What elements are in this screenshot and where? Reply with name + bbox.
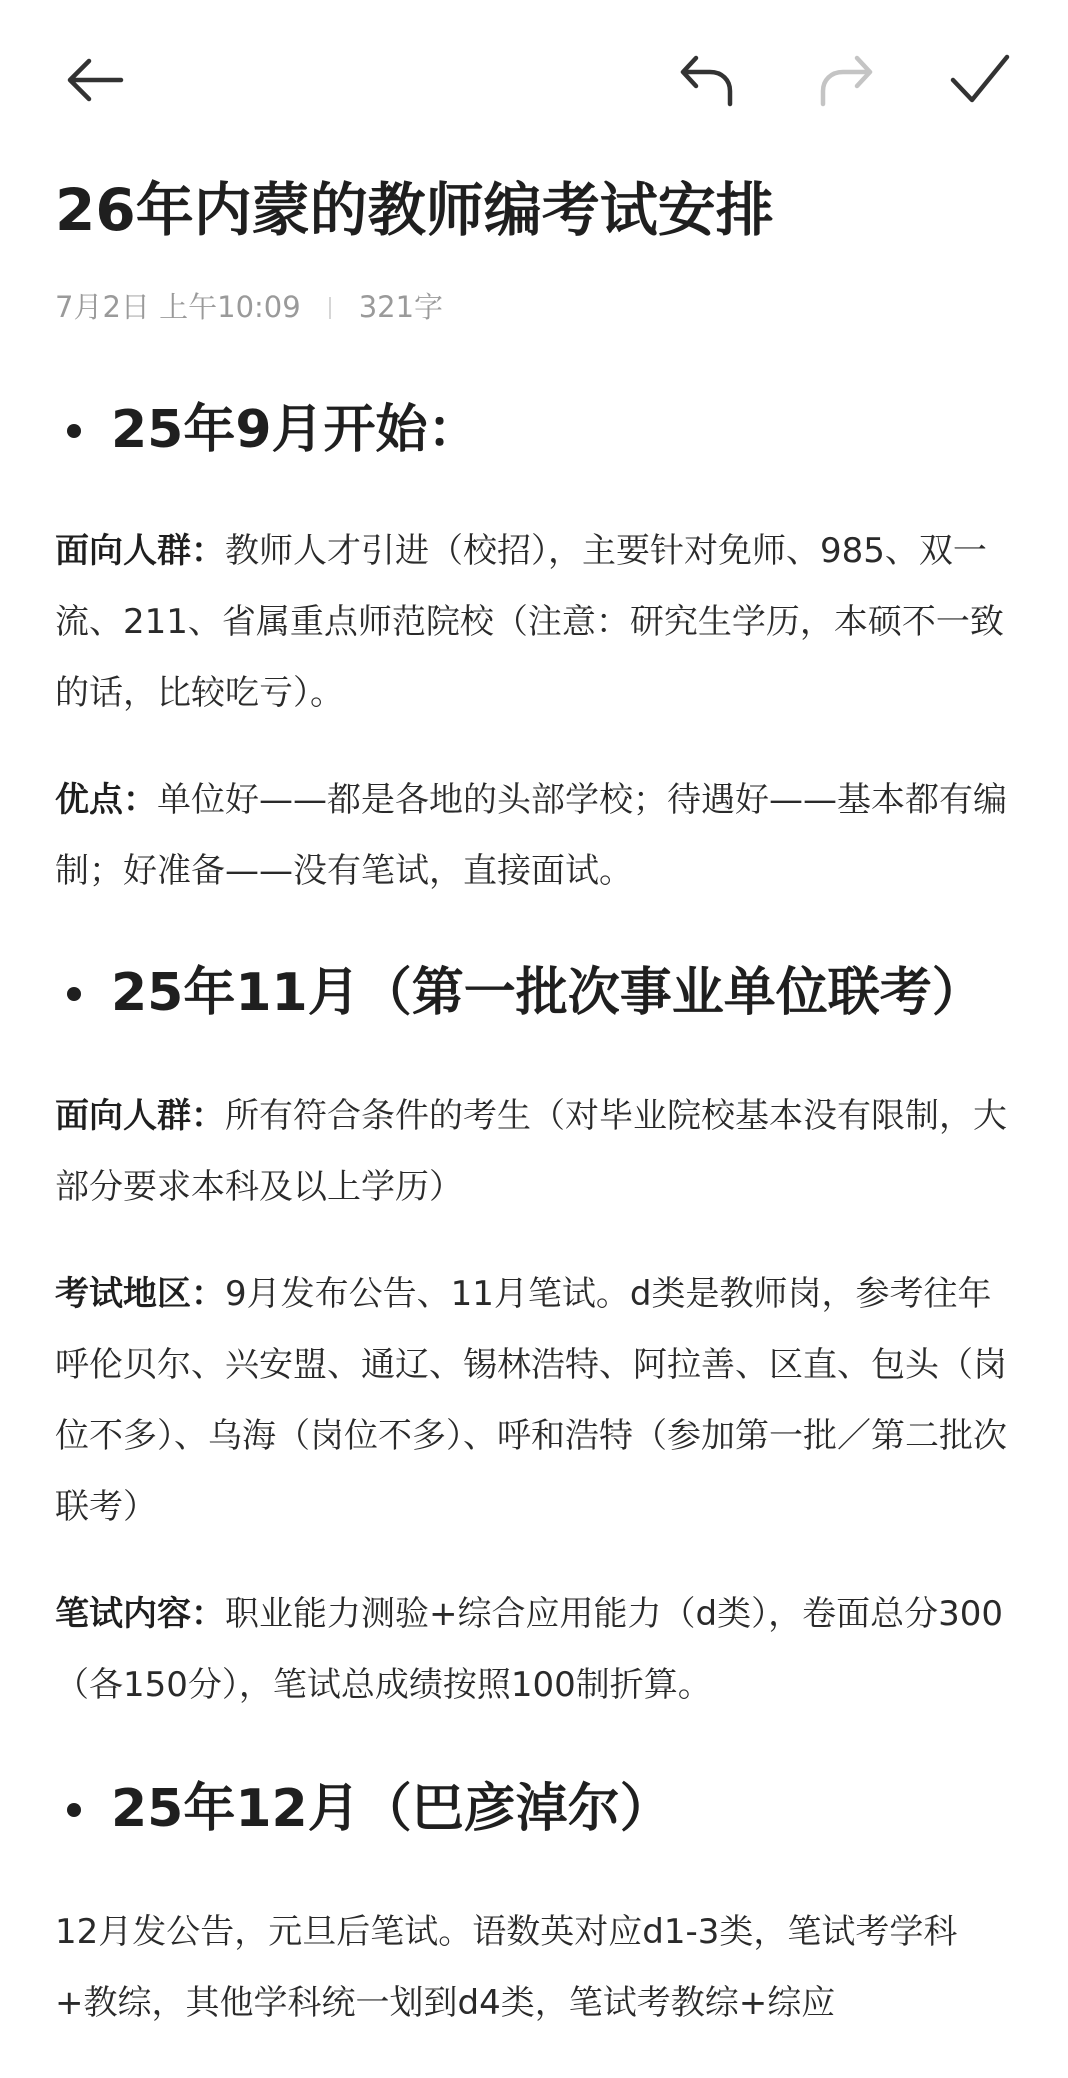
paragraph	[55, 516, 1015, 729]
section-heading	[55, 390, 1015, 470]
paragraph-label: 面向人群：	[55, 1096, 225, 1136]
done-button[interactable]	[940, 40, 1020, 120]
paragraph	[55, 1081, 1015, 1223]
note-date: 7月2日 上午10:09	[55, 290, 301, 324]
section-heading	[55, 953, 1015, 1033]
back-button[interactable]	[55, 40, 135, 120]
section-heading-text: 25年9月开始：	[111, 400, 480, 460]
paragraph	[55, 765, 1015, 907]
paragraph-text: 单位好——都是各地的头部学校；待遇好——基本都有编制；好准备——没有笔试，直接面试。	[55, 780, 1007, 891]
undo-icon	[676, 48, 740, 112]
paragraph-label: 笔试内容：	[55, 1594, 225, 1634]
paragraph-label: 考试地区：	[55, 1274, 225, 1314]
undo-button[interactable]	[668, 40, 748, 120]
note-title[interactable]: 26年内蒙的教师编考试安排	[55, 176, 774, 244]
paragraph-text: 教师人才引进（校招），主要针对免师、985、双一流、211、省属重点师范院校（注意：研究生学历，本硕不一致的话，比较吃亏）。	[55, 531, 1004, 713]
redo-icon	[813, 48, 877, 112]
paragraph	[55, 1259, 1015, 1543]
redo-button[interactable]	[805, 40, 885, 120]
note-meta	[55, 287, 443, 327]
paragraph-text: 职业能力测验+综合应用能力（d类），卷面总分300（各150分），笔试总成绩按照100制折算。	[55, 1594, 1003, 1705]
arrow-left-icon	[63, 48, 127, 112]
section-heading-text: 25年11月（第一批次事业单位联考）	[111, 963, 984, 1023]
bullet-dot	[67, 424, 81, 438]
note-toolbar	[0, 0, 1068, 160]
paragraph	[55, 1579, 1015, 1721]
paragraph-text: 12月发公告，元旦后笔试。语数英对应d1-3类，笔试考学科+教综，其他学科统一划到d4类，笔试考教综+综应	[55, 1912, 958, 2023]
bullet-dot	[67, 1803, 81, 1817]
paragraph-label: 优点：	[55, 780, 157, 820]
paragraph-text: 所有符合条件的考生（对毕业院校基本没有限制，大部分要求本科及以上学历）	[55, 1096, 1007, 1207]
note-body[interactable]	[55, 390, 1015, 2039]
note-word-count: 321字	[358, 290, 444, 324]
meta-divider	[329, 297, 331, 319]
paragraph	[55, 1897, 1015, 2039]
section-heading	[55, 1769, 1015, 1849]
paragraph-label: 面向人群：	[55, 531, 225, 571]
paragraph-text: 9月发布公告、11月笔试。d类是教师岗，参考往年呼伦贝尔、兴安盟、通辽、锡林浩特、阿拉善、区直、包头（岗位不多）、乌海（岗位不多）、呼和浩特（参加第一批／第二批次联考）	[55, 1274, 1007, 1527]
check-icon	[948, 48, 1012, 112]
section-heading-text: 25年12月（巴彦淖尔）	[111, 1779, 672, 1839]
bullet-dot	[67, 987, 81, 1001]
